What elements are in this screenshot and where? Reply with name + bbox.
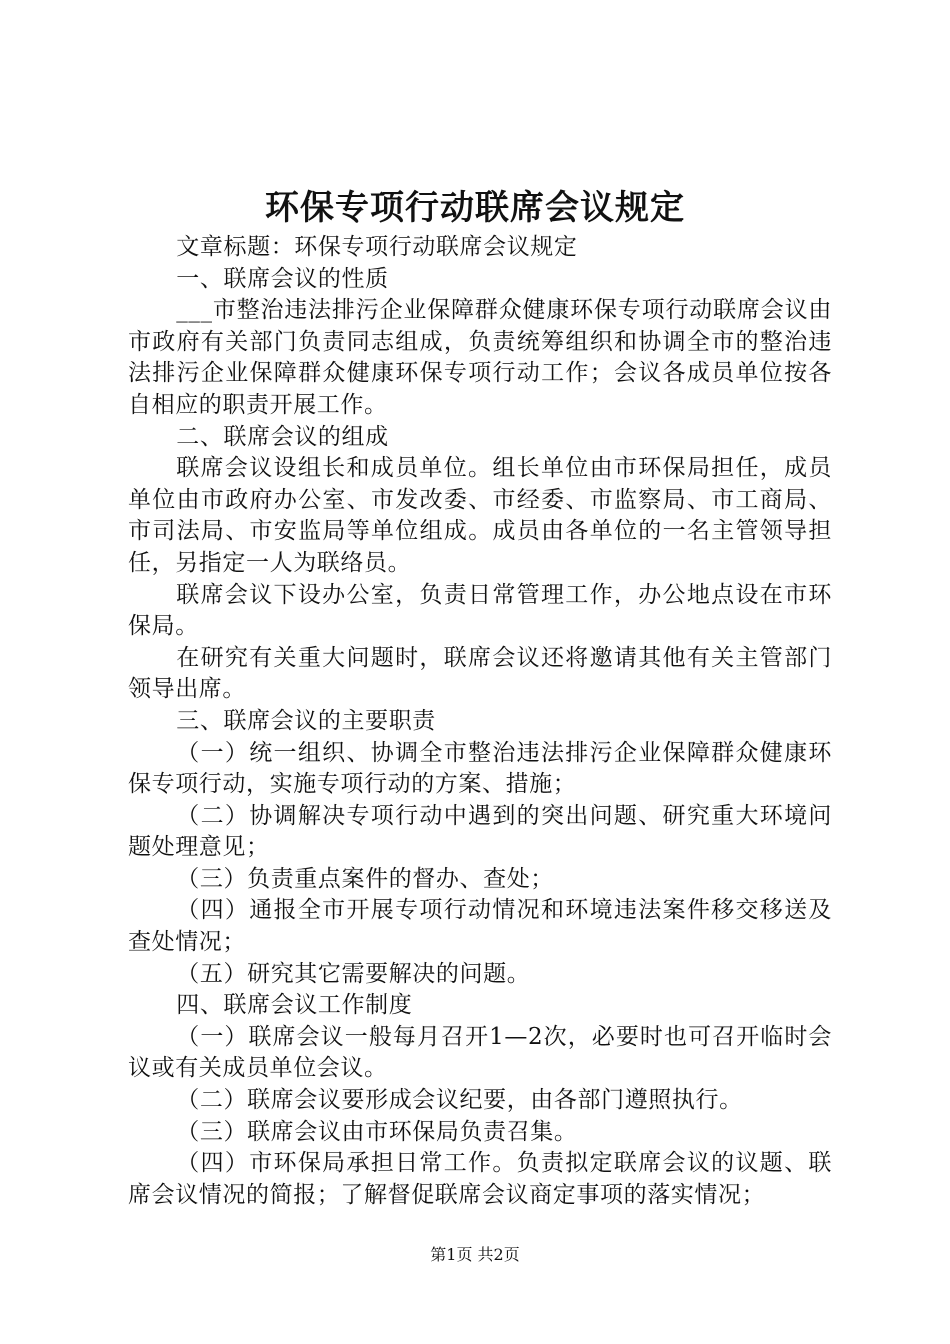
section-heading: 二、联席会议的组成: [176, 423, 389, 450]
paragraph: 文章标题：环保专项行动联席会议规定: [176, 234, 578, 260]
document-title: 环保专项行动联席会议规定: [265, 188, 685, 228]
section-heading: 四、联席会议工作制度: [176, 992, 413, 1019]
paragraph: ___市整治违法排污企业保障群众健康环保专项行动联席会议由市政府有关部门负责同志组成，负责统筹组织和协调全市的整治违法排污企业保障群众健康环保专项行动工作；会议各成员单位按各自相应的职责开展工作。: [128, 297, 832, 418]
list-item: （一）统一组织、协调全市整治违法排污企业保障群众健康环保专项行动，实施专项行动的方案、措施；: [128, 739, 832, 798]
list-item: （五）研究其它需要解决的问题。: [176, 960, 531, 987]
paragraph: 联席会议设组长和成员单位。组长单位由市环保局担任，成员单位由市政府办公室、市发改委、市经委、市监察局、市工商局、市司法局、市安监局等单位组成。成员由各单位的一名主管领导担任，另指定一人为联络员。: [128, 455, 832, 576]
paragraph: 在研究有关重大问题时，联席会议还将邀请其他有关主管部门领导出席。: [128, 644, 832, 703]
page-number: 第1页 共2页: [430, 1245, 520, 1264]
document-body: [128, 232, 832, 1211]
list-item: （一）联席会议一般每月召开1—2次，必要时也可召开临时会议或有关成员单位会议。: [128, 1023, 832, 1082]
list-item: （二）联席会议要形成会议纪要，由各部门遵照执行。: [176, 1087, 743, 1114]
section-heading: 一、联席会议的性质: [176, 265, 389, 292]
list-item: （四）市环保局承担日常工作。负责拟定联席会议的议题、联席会议情况的简报；了解督促联席会议商定事项的落实情况；: [128, 1150, 832, 1208]
list-item: （二）协调解决专项行动中遇到的突出问题、研究重大环境问题处理意见；: [128, 802, 832, 861]
list-item: （三）负责重点案件的督办、查处；: [176, 865, 554, 892]
section-heading: 三、联席会议的主要职责: [176, 707, 436, 734]
list-item: （三）联席会议由市环保局负责召集。: [176, 1118, 578, 1145]
paragraph: 联席会议下设办公室，负责日常管理工作，办公地点设在市环保局。: [128, 581, 832, 640]
list-item: （四）通报全市开展专项行动情况和环境违法案件移交移送及查处情况；: [128, 897, 832, 956]
